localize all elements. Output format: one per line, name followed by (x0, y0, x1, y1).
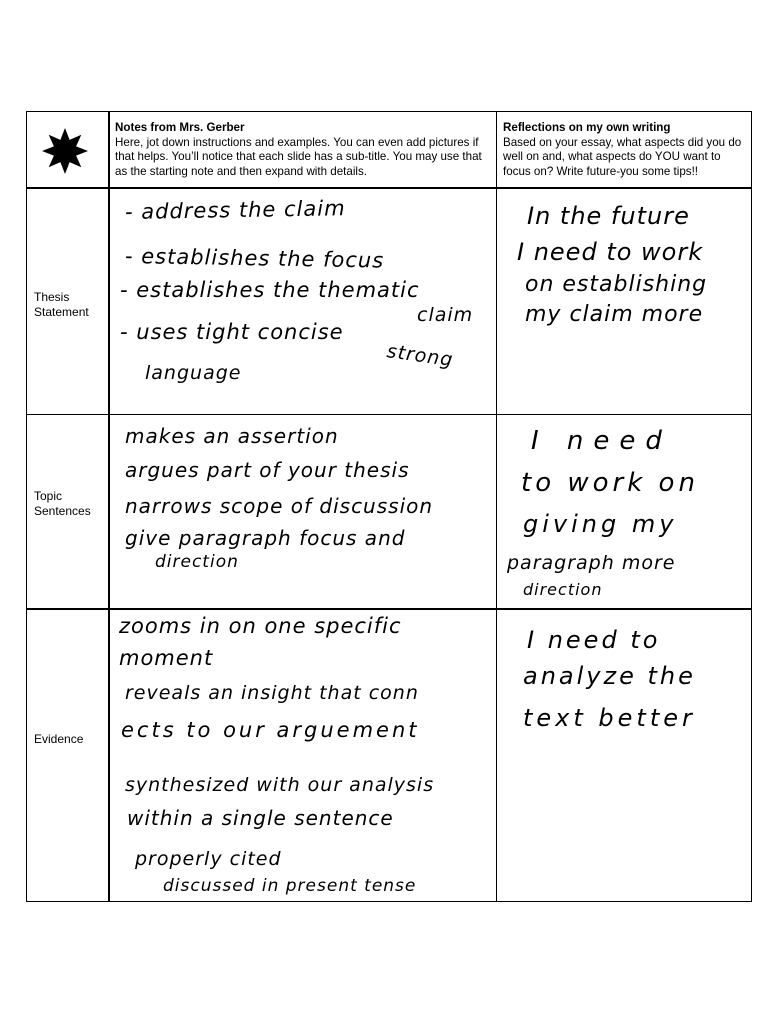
handwritten-note: discussed in present tense (163, 876, 417, 896)
handwritten-note: - establishes the focus (124, 244, 385, 273)
handwritten-note: direction (155, 552, 239, 572)
handwritten-note: ects to our arguement (121, 718, 420, 742)
handwritten-note: claim (417, 304, 474, 326)
handwritten-note: moment (119, 646, 214, 670)
handwritten-reflection: direction (523, 580, 603, 599)
column-divider-2 (496, 112, 497, 901)
reflections-header (503, 121, 749, 179)
handwritten-reflection: I need to (527, 626, 661, 654)
handwritten-reflection: analyze the (523, 662, 696, 690)
star-badge-icon (41, 127, 89, 175)
handwritten-reflection: paragraph more (507, 552, 676, 574)
handwritten-reflection: In the future (527, 202, 690, 230)
handwritten-note: narrows scope of discussion (125, 494, 434, 518)
handwritten-reflection: giving my (523, 510, 678, 538)
handwritten-reflection: my claim more (525, 302, 704, 327)
handwritten-note: - establishes the thematic (120, 278, 420, 302)
reflections-header-title: Reflections on my own writing (503, 121, 671, 134)
notes-header (115, 121, 491, 179)
notes-header-title: Notes from Mrs. Gerber (115, 121, 245, 134)
notes-table (26, 111, 752, 902)
handwritten-note: reveals an insight that conn (125, 682, 419, 704)
row-label-evidence: Evidence (34, 732, 84, 746)
row-divider-2 (27, 414, 751, 415)
handwritten-reflection: text better (523, 704, 696, 732)
handwritten-note: give paragraph focus and (125, 526, 406, 550)
handwritten-note: - uses tight concise (120, 320, 344, 344)
handwritten-note: makes an assertion (125, 424, 339, 448)
handwritten-note: zooms in on one specific (119, 614, 402, 638)
handwritten-note: within a single sentence (127, 806, 394, 830)
row-divider-1 (27, 187, 751, 189)
reflections-header-instructions: Based on your essay, what aspects did you do well on and, what aspects do YOU want to focus on? Write future-you some tips!! (503, 135, 742, 178)
handwritten-note: - address the claim (124, 196, 346, 224)
handwritten-note: strong (385, 340, 455, 372)
handwritten-note: synthesized with our analysis (125, 774, 435, 796)
row-divider-3 (27, 608, 751, 610)
handwritten-note: argues part of your thesis (125, 458, 410, 482)
handwritten-reflection: I need to work (517, 238, 704, 266)
row-label-topic-sentences: Topic Sentences (34, 489, 91, 518)
notes-header-instructions: Here, jot down instructions and examples. You can even add pictures if that helps. You’ll notice that each slide has a sub-title. You may use that as the starting note and then expand with details. (115, 135, 482, 178)
handwritten-note: language (145, 362, 242, 384)
handwritten-reflection: to work on (521, 468, 699, 498)
handwritten-reflection: on establishing (525, 272, 708, 297)
header-icon-cell (27, 112, 108, 187)
row-label-thesis: Thesis Statement (34, 290, 89, 319)
handwritten-note: properly cited (135, 848, 282, 870)
handwritten-reflection: I need (531, 426, 672, 456)
